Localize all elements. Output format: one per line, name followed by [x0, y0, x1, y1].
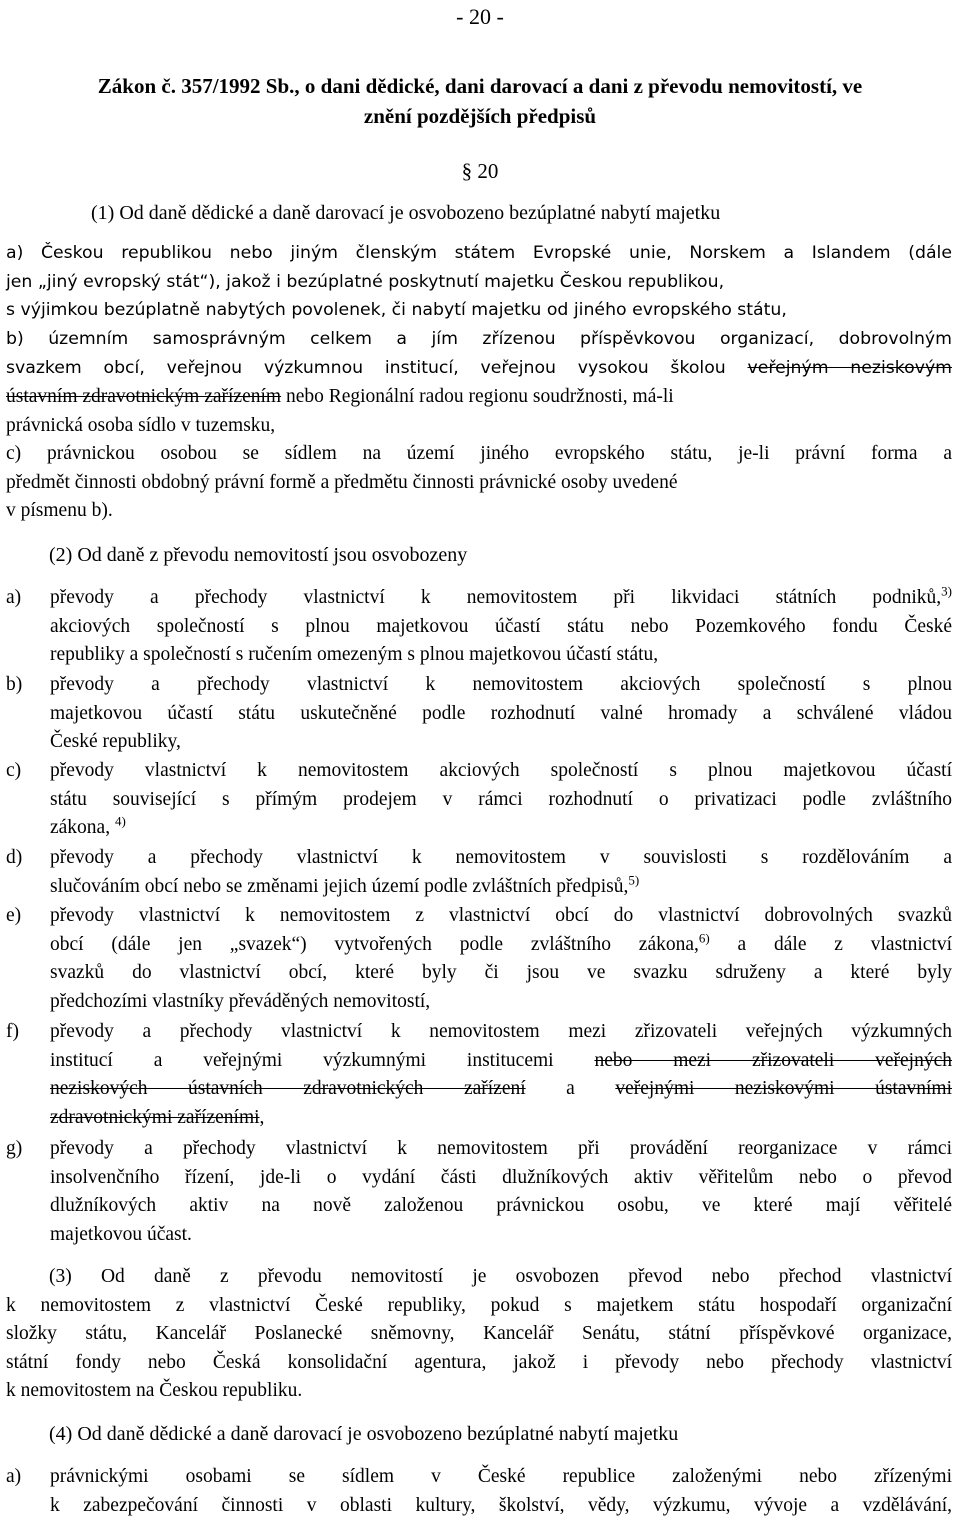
p1-c-line-3: v písmenu b).	[6, 500, 113, 522]
p1-c-line-2: předmět činnosti obdobný právní formě a předmětu činnosti právnické osoby uvedené	[6, 471, 678, 493]
item-line: právnickými osobami se sídlem v České republice založenými nebo zřízenými	[50, 1466, 952, 1487]
p3-line-5: k nemovitostem na Českou republiku.	[6, 1380, 303, 1402]
item-line	[50, 931, 952, 960]
item-line: převody a přechody vlastnictví k nemovitostem při provádění reorganizace v rámci	[50, 1138, 952, 1159]
item-line: akciových společností s plnou majetkovou účastí státu nebo Pozemkového fondu České	[50, 615, 952, 637]
item-line: dlužníkových aktiv na nově založenou právnickou osobu, ve které mají věřitelé	[50, 1195, 952, 1217]
item-line	[50, 873, 952, 902]
p3-line-4: státní fondy nebo Česká konsolidační agentura, jakož i převody nebo přechody vlastnictví	[6, 1351, 952, 1373]
struck-text: neziskových ústavních zdravotnických zařízení	[50, 1078, 526, 1100]
page-number: - 20 -	[456, 4, 504, 29]
item-line	[50, 1104, 952, 1133]
item-line: převody a přechody vlastnictví k nemovitostem akciových společností s plnou	[50, 674, 952, 695]
p2-item-g	[6, 1135, 952, 1251]
p1-c-line-1: c) právnickou osobou se sídlem na území jiného evropského státu, je-li právní forma a	[6, 443, 952, 465]
item-line: předchozími vlastníky převáděných nemovitostí,	[50, 990, 431, 1012]
struck-text: nebo mezi zřizovateli veřejných	[594, 1049, 952, 1071]
item-line: republiky a společností s ručením omezeným s plnou majetkovou účastí státu,	[50, 644, 659, 666]
p1-a-line-1: a) Českou republikou nebo jiným členským státem Evropské unie, Norskem a Islandem (dále	[6, 243, 952, 263]
section-heading: § 20	[461, 159, 499, 183]
item-label: a)	[6, 1466, 22, 1487]
item-line: převody a přechody vlastnictví k nemovitostem mezi zřizovateli veřejných výzkumných	[50, 1021, 952, 1042]
p3-line-1: (3) Od daně z převodu nemovitostí je osvobozen převod nebo přechod vlastnictví	[49, 1266, 952, 1287]
p2-item-f	[6, 1018, 952, 1134]
item-line	[50, 584, 952, 613]
p2-item-e	[6, 902, 952, 1018]
p1-b-line-2	[6, 354, 952, 383]
paragraph-4-intro: (4) Od daně dědické a daně darovací je osvobozeno bezúplatné nabytí majetku	[49, 1423, 679, 1445]
item-label: b)	[6, 674, 23, 695]
paragraph-1-intro: (1) Od daně dědické a daně darovací je osvobozeno bezúplatné nabytí majetku	[91, 202, 721, 224]
item-body	[50, 1135, 952, 1249]
p3-line-2: k nemovitostem z vlastnictví České republiky, pokud s majetkem státu hospodaří organizační	[6, 1294, 952, 1316]
title-line-1: Zákon č. 357/1992 Sb., o dani dědické, dani darovací a dani z převodu nemovitostí, ve	[97, 74, 863, 98]
p2-item-b	[6, 671, 952, 757]
item-label: d)	[6, 847, 23, 868]
p1-a-line-3: s výjimkou bezúplatně nabytých povolenek, či nabytí majetku od jiného evropského státu,	[6, 300, 787, 321]
item-line: státu související s přímým prodejem v rámci rozhodnutí o privatizaci podle zvláštního	[50, 788, 952, 810]
item-line: převody a přechody vlastnictví k nemovitostem v souvislosti s rozdělováním a	[50, 847, 952, 868]
item-body	[50, 757, 952, 843]
footnote-ref: 5)	[628, 872, 640, 888]
item-text: a dále z vlastnictví	[709, 933, 952, 955]
item-body	[50, 1018, 952, 1132]
item-line: majetkovou účast.	[50, 1223, 192, 1245]
item-text: institucí a veřejnými výzkumnými institucemi	[50, 1049, 595, 1071]
item-line	[50, 1075, 952, 1104]
item-line: svazků do vlastnictví obcí, které byly či jsou ve svazku sdruženy a které byly	[50, 962, 952, 984]
p1-b-line-4: právnická osoba sídlo v tuzemsku,	[6, 414, 276, 436]
item-text: ,	[259, 1106, 265, 1128]
item-line: insolvenčního řízení, jde-li o vydání části dlužníkových aktiv věřitelům nebo o převod	[50, 1166, 952, 1188]
p1-b-line-2-text: svazkem obcí, veřejnou výzkumnou institucí, veřejnou vysokou školou	[6, 357, 748, 378]
item-label: f)	[6, 1021, 19, 1042]
footnote-ref: 6)	[698, 930, 710, 946]
item-line	[50, 1047, 952, 1076]
item-text: převody a přechody vlastnictví k nemovitostem při likvidaci státních podniků,	[50, 587, 942, 608]
p1-b-line-3	[6, 383, 952, 412]
p1-b-struck-text: veřejným neziskovým	[747, 357, 952, 378]
footnote-ref: 3)	[941, 583, 952, 599]
paragraph-3	[6, 1263, 952, 1406]
item-line: převody vlastnictví k nemovitostem z vlastnictví obcí do vlastnictví dobrovolných svazků	[50, 905, 952, 926]
item-label: a)	[6, 587, 22, 608]
p2-item-c	[6, 757, 952, 843]
p2-item-d	[6, 844, 952, 902]
paragraph-1-continued	[6, 383, 952, 526]
item-line: majetkovou účastí státu uskutečněné podle rozhodnutí valné hromady a schválené vládou	[50, 702, 952, 724]
struck-text: veřejnými neziskovými ústavními	[615, 1078, 952, 1100]
item-body	[50, 1463, 952, 1520]
footnote-ref: 4)	[114, 813, 126, 829]
p2-item-a	[6, 584, 952, 670]
p4-item-a	[6, 1463, 952, 1521]
p1-a-line-2: jen „jiný evropský stát“), jakož i bezúplatné poskytnutí majetku Českou republikou,	[6, 271, 725, 292]
item-text: a	[525, 1078, 616, 1100]
item-body	[50, 902, 952, 1016]
p1-b-line-1: b) územním samosprávným celkem a jím zřízenou příspěvkovou organizací, dobrovolným	[6, 329, 952, 350]
item-label: g)	[6, 1138, 23, 1159]
item-body	[50, 671, 952, 757]
item-line: převody vlastnictví k nemovitostem akciových společností s plnou majetkovou účastí	[50, 760, 952, 781]
title-line-2: znění pozdějších předpisů	[363, 104, 597, 128]
paragraph-2-intro: (2) Od daně z převodu nemovitostí jsou osvobozeny	[49, 544, 468, 566]
paragraph-1-body	[6, 239, 952, 383]
item-text: zákona,	[50, 817, 111, 839]
item-label: e)	[6, 905, 22, 926]
item-text: obcí (dále jen „svazek“) vytvořených podle zvláštního zákona,	[50, 933, 699, 955]
p3-line-3: složky státu, Kancelář Poslanecké sněmovny, Kancelář Senátu, státní příspěvkové organizace,	[6, 1323, 952, 1345]
item-body	[50, 844, 952, 901]
p1-b-struck-text-2: ústavním zdravotnickým zařízením	[6, 386, 282, 407]
item-text: slučováním obcí nebo se změnami jejich území podle zvláštních předpisů,	[50, 875, 629, 897]
document-title	[8, 71, 952, 131]
p1-b-line-3-text: nebo Regionální radou regionu soudržnosti, má-li	[281, 386, 674, 407]
item-line: k zabezpečování činnosti v oblasti kultury, školství, vědy, výzkumu, vývoje a vzdělávání,	[50, 1494, 952, 1516]
item-body	[50, 584, 952, 670]
item-line	[50, 814, 952, 843]
item-line: České republiky,	[50, 731, 181, 753]
struck-text: zdravotnickými zařízeními	[50, 1106, 260, 1128]
item-label: c)	[6, 760, 22, 781]
